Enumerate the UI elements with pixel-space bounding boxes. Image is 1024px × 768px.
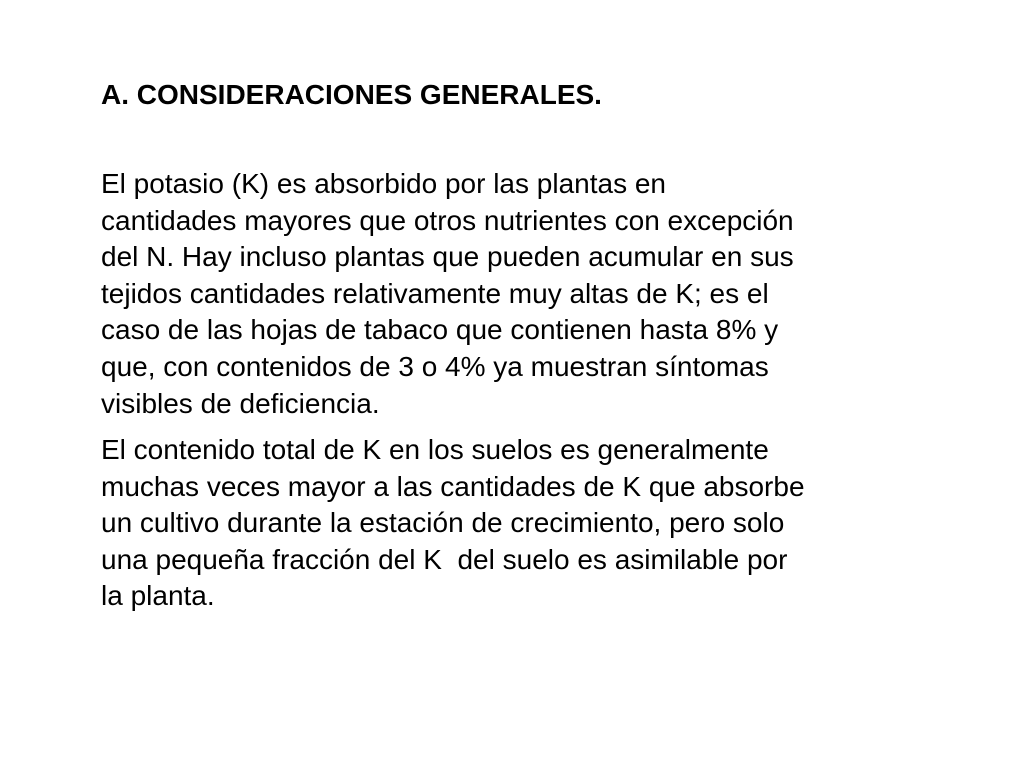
- paragraph-line: El contenido total de K en los suelos es generalmente: [101, 434, 769, 465]
- paragraph-line: la planta.: [101, 580, 215, 612]
- paragraph-line: un cultivo durante la estación de crecimiento, pero solo: [101, 507, 785, 539]
- paragraph-line: caso de las hojas de tabaco que contienen hasta 8% y: [101, 314, 779, 346]
- paragraph-line: que, con contenidos de 3 o 4% ya muestran síntomas: [101, 350, 769, 382]
- paragraph-line: visibles de deficiencia.: [101, 387, 380, 419]
- paragraph-line: cantidades mayores que otros nutrientes con excepción: [101, 204, 794, 236]
- paragraph-line: del N. Hay incluso plantas que pueden acumular en sus: [101, 241, 794, 273]
- paragraph-line: El potasio (K) es absorbido por las plantas en: [101, 168, 666, 199]
- paragraph-line: tejidos cantidades relativamente muy altas de K; es el: [101, 277, 769, 309]
- paragraph-potassium-absorption: [101, 166, 794, 422]
- paragraph-line: una pequeña fracción del K del suelo es asimilable por: [101, 543, 788, 575]
- paragraph-soil-potassium: [101, 432, 805, 615]
- paragraph-line: muchas veces mayor a las cantidades de K que absorbe: [101, 470, 805, 502]
- slide-heading: A. CONSIDERACIONES GENERALES.: [101, 79, 602, 110]
